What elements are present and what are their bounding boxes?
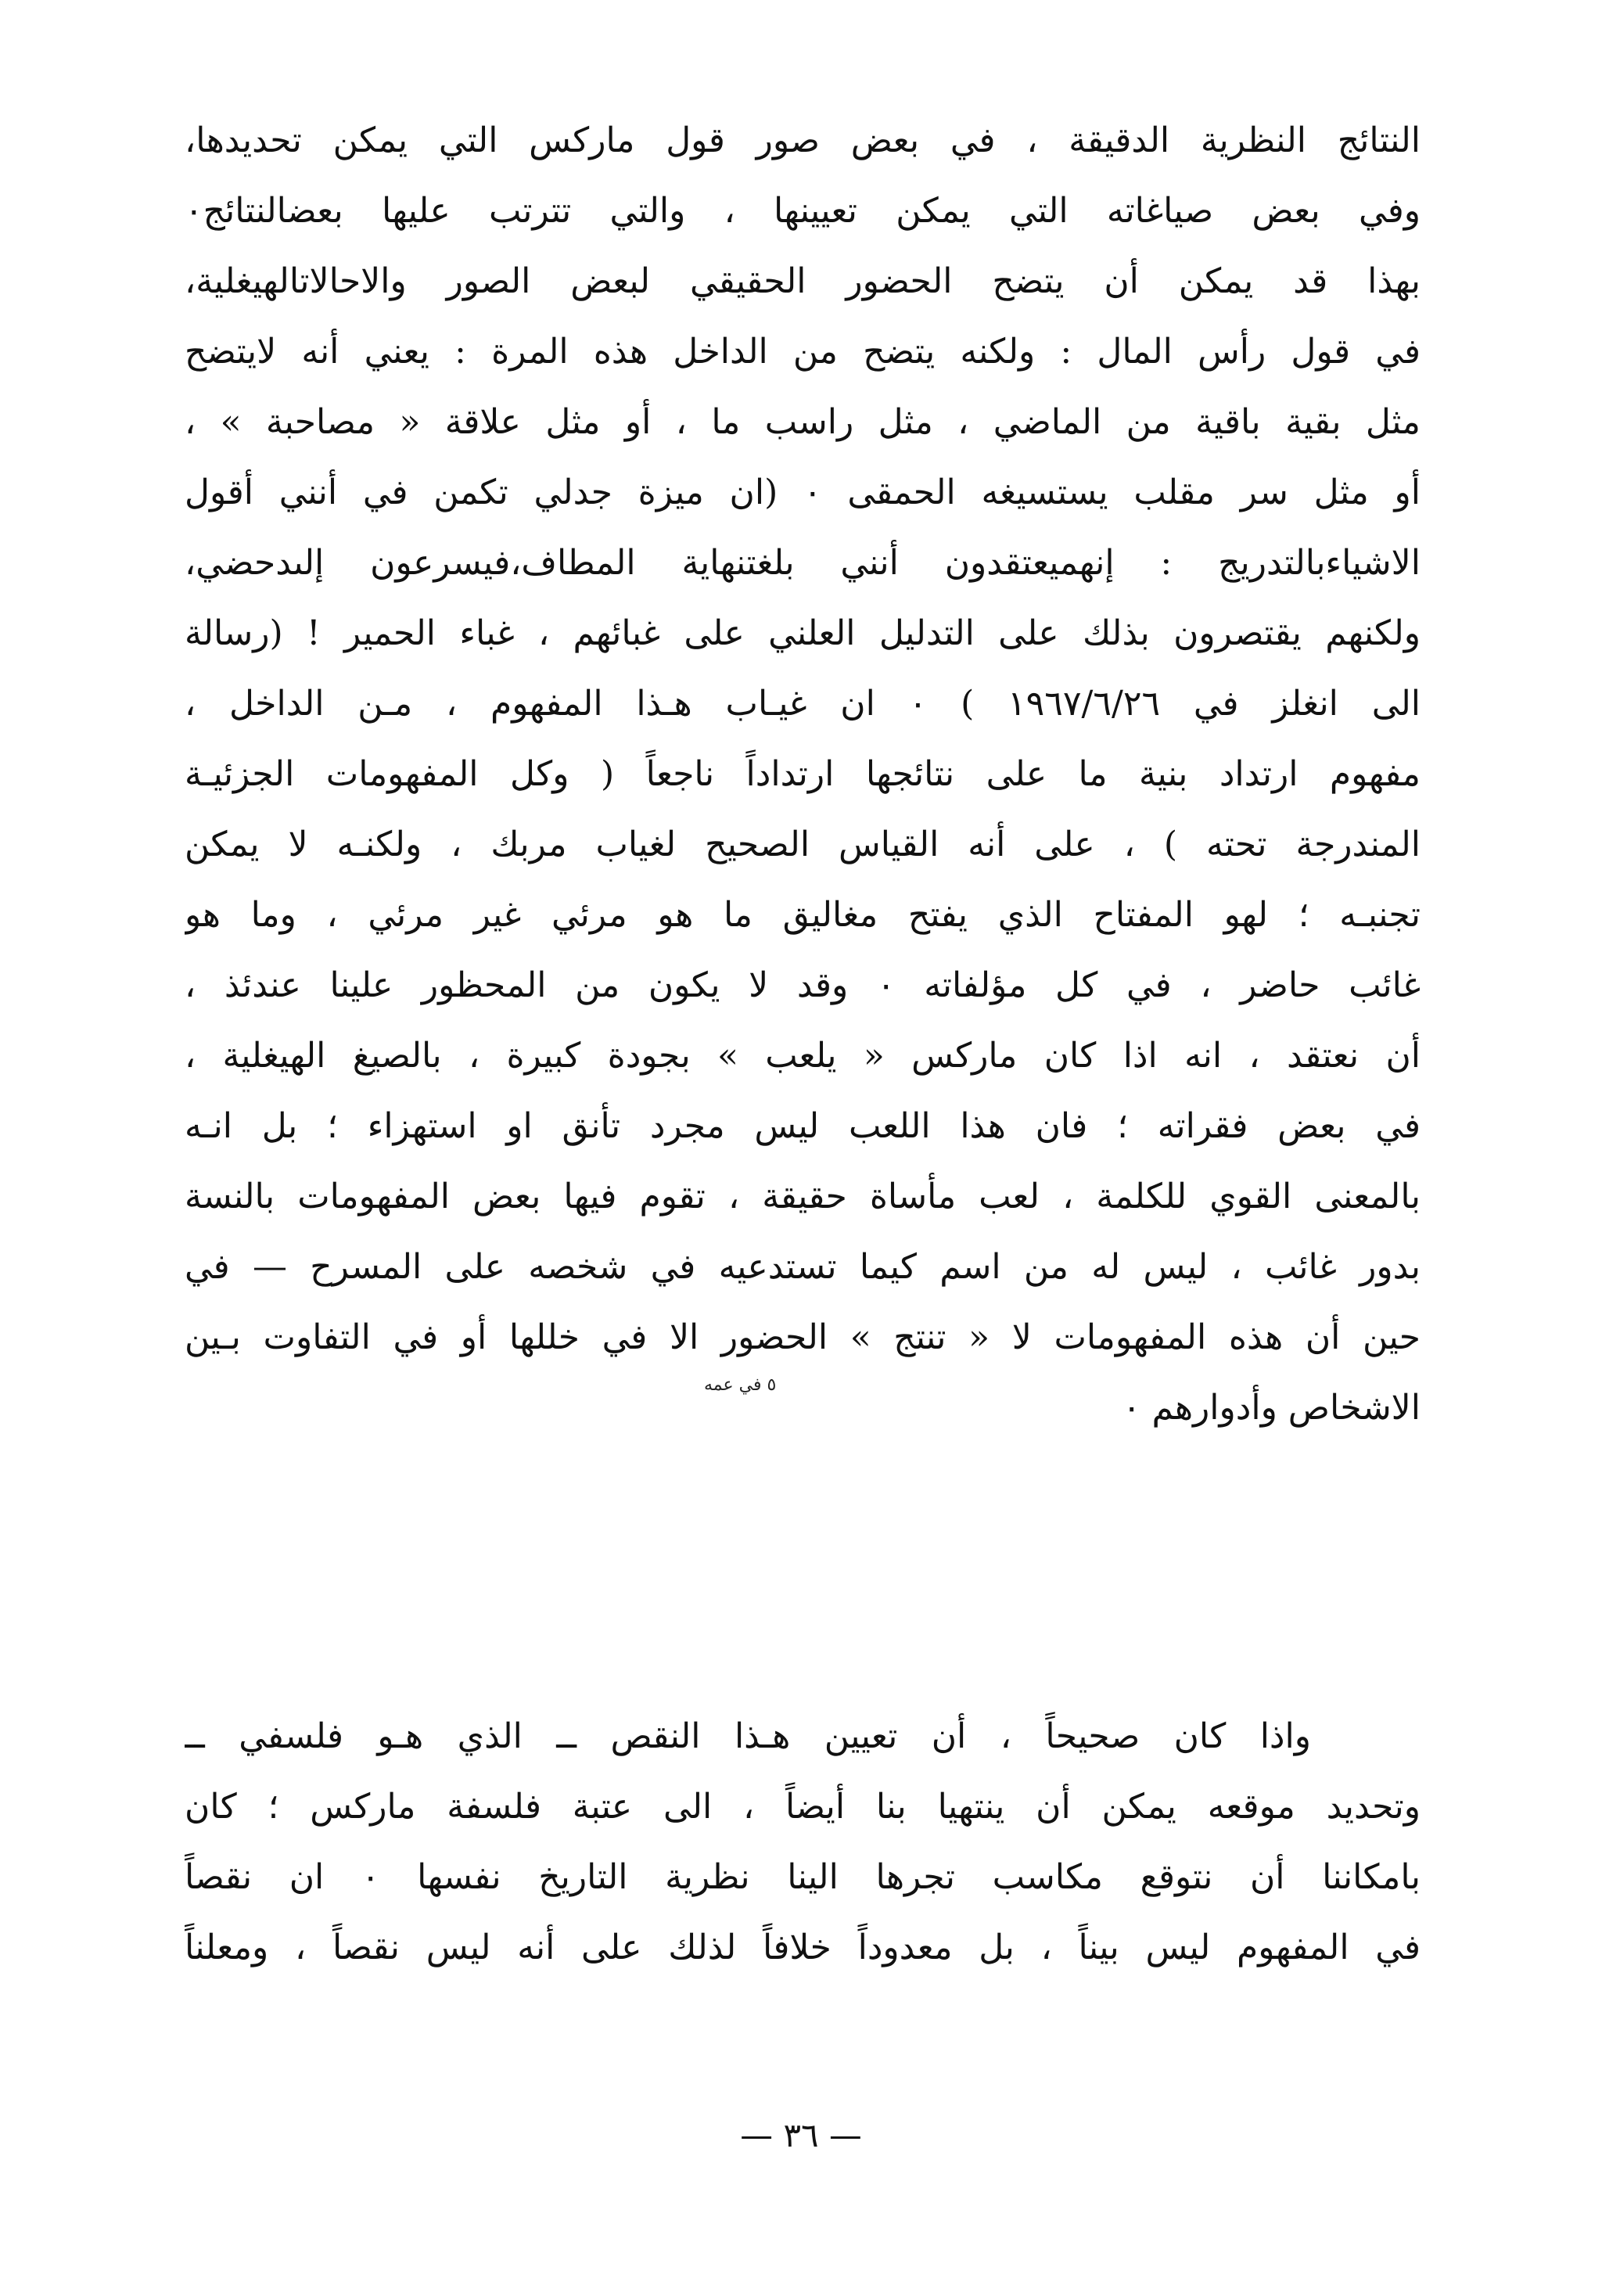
page-number: — ٣٦ — xyxy=(740,2116,862,2154)
text-line: في بعض فقراته ؛ فان هذا اللعب ليس مجرد تأنق او استهزاء ؛ بل انـه xyxy=(185,1106,1421,1146)
text-line: وتحديد موقعه يمكن أن ينتهيا بنا أيضاً ، الى عتبة فلسفة ماركس ؛ كان xyxy=(185,1787,1421,1827)
text-line: بامكاننا أن نتوقع مكاسب تجرها الينا نظرية التاريخ نفسها ٠ ان نقصاً xyxy=(185,1857,1421,1897)
paragraph-2 xyxy=(185,1701,1421,1983)
handwritten-annotation: ٥ في عمه xyxy=(704,1375,777,1395)
text-line: في قول رأس المال : ولكنه يتضح من الداخل هذه المرة : يعني أنه لايتضح xyxy=(185,332,1421,372)
text-line: مثل بقية باقية من الماضي ، مثل راسب ما ، أو مثل علاقة « مصاحبة » ، xyxy=(185,402,1421,442)
text-line: أو مثل سر مقلب يستسيغه الحمقى ٠ (ان ميزة جدلي تكمن في أنني أقول xyxy=(185,472,1421,512)
text-line: حين أن هذه المفهومات لا « تنتج » الحضور الا في خللها أو في التفاوت بـين xyxy=(185,1317,1421,1357)
text-line: تجنبـه ؛ لهو المفتاح الذي يفتح مغاليق ما هو مرئي غير مرئي ، وما هو xyxy=(185,895,1421,935)
paragraph-1 xyxy=(185,106,1421,1443)
text-line: بهذا قد يمكن أن يتضح الحضور الحقيقي لبعض الصور والاحالاتالهيغلية، xyxy=(185,261,1421,301)
text-line: مفهوم ارتداد بنية ما على نتائجها ارتداداً ناجعاً ( وكل المفهومات الجزئيـة xyxy=(185,754,1421,794)
text-line: الاشخاص وأدوارهم ٠ xyxy=(1122,1388,1421,1428)
text-line: بدور غائب ، ليس له من اسم كيما تستدعيه في شخصه على المسرح — في xyxy=(185,1247,1421,1287)
text-line: واذا كان صحيحاً ، أن تعيين هـذا النقص ــ الذي هـو فلسفي ــ xyxy=(185,1716,1311,1756)
text-line: وفي بعض صياغاته التي يمكن تعيينها ، والتي تترتب عليها بعضالنتائج٠ xyxy=(185,191,1421,231)
text-line: ولكنهم يقتصرون بذلك على التدليل العلني على غبائهم ، غباء الحمير ! (رسالة xyxy=(185,613,1421,653)
text-line: بالمعنى القوي للكلمة ، لعب مأساة حقيقة ، تقوم فيها بعض المفهومات بالنسة xyxy=(185,1177,1421,1216)
text-line: النتائج النظرية الدقيقة ، في بعض صور قول ماركس التي يمكن تحديدها، xyxy=(185,120,1421,160)
text-line: في المفهوم ليس بيناً ، بل معدوداً خلافاً لذلك على أنه ليس نقصاً ، ومعلناً xyxy=(185,1928,1421,1967)
text-line: غائب حاضر ، في كل مؤلفاته ٠ وقد لا يكون من المحظور علينا عندئذ ، xyxy=(185,965,1421,1005)
text-line: المندرجة تحته ) ، على أنه القياس الصحيح لغياب مربك ، ولكنـه لا يمكن xyxy=(185,825,1421,864)
text-line: الى انغلز في ١٩٦٧/٦/٢٦ ) ٠ ان غيـاب هـذا المفهوم ، مـن الداخل ، xyxy=(185,684,1421,724)
text-line: أن نعتقد ، انه اذا كان ماركس « يلعب » بجودة كبيرة ، بالصيغ الهيغلية ، xyxy=(185,1036,1421,1076)
text-line: الاشياءبالتدريج : إنهميعتقدون أنني بلغتنهاية المطاف،فيسرعون إلىدحضي، xyxy=(185,543,1421,583)
